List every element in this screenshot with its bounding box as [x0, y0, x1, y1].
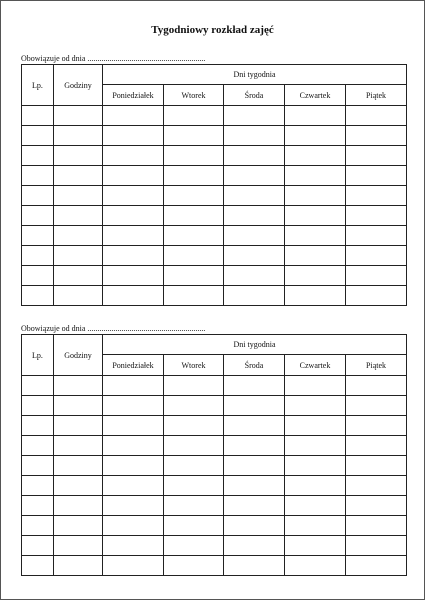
schedule-cell[interactable] — [346, 376, 407, 396]
schedule-cell[interactable] — [164, 126, 224, 146]
schedule-cell[interactable] — [164, 556, 224, 576]
schedule-cell[interactable] — [54, 376, 103, 396]
schedule-cell[interactable] — [54, 246, 103, 266]
table-row — [22, 286, 407, 306]
schedule-cell[interactable] — [285, 496, 346, 516]
day-header: Wtorek — [164, 355, 224, 376]
table-row — [22, 496, 407, 516]
table-row — [22, 556, 407, 576]
schedule-cell[interactable] — [164, 186, 224, 206]
header-row — [22, 65, 407, 85]
schedule-cell[interactable] — [224, 126, 285, 146]
schedule-cell[interactable] — [346, 516, 407, 536]
schedule-cell[interactable] — [224, 106, 285, 126]
schedule-cell[interactable] — [224, 146, 285, 166]
schedule-cell[interactable] — [224, 516, 285, 536]
schedule-cell[interactable] — [54, 476, 103, 496]
schedule-cell[interactable] — [54, 416, 103, 436]
table-row — [22, 456, 407, 476]
schedule-cell[interactable] — [164, 516, 224, 536]
schedule-cell[interactable] — [285, 456, 346, 476]
schedule-cell[interactable] — [346, 106, 407, 126]
schedule-cell[interactable] — [22, 226, 54, 246]
table-row — [22, 416, 407, 436]
schedule-cell[interactable] — [164, 396, 224, 416]
schedule-cell[interactable] — [164, 146, 224, 166]
schedule-cell[interactable] — [164, 416, 224, 436]
schedule-cell[interactable] — [346, 556, 407, 576]
day-header: Piątek — [346, 85, 407, 106]
schedule-cell[interactable] — [224, 496, 285, 516]
schedule-cell[interactable] — [285, 226, 346, 246]
schedule-cell[interactable] — [22, 416, 54, 436]
schedule-cell[interactable] — [285, 396, 346, 416]
schedule-cell[interactable] — [54, 146, 103, 166]
schedule-cell[interactable] — [224, 456, 285, 476]
schedule-cell[interactable] — [103, 556, 164, 576]
schedule-cell[interactable] — [164, 436, 224, 456]
table-row — [22, 476, 407, 496]
schedule-cell[interactable] — [54, 286, 103, 306]
effective-from-label: Obowiązuje od dnia ........................................................... — [21, 54, 206, 63]
schedule-cell[interactable] — [164, 166, 224, 186]
table-row — [22, 106, 407, 126]
schedule-cell[interactable] — [285, 436, 346, 456]
schedule-cell[interactable] — [103, 226, 164, 246]
table-row — [22, 536, 407, 556]
table-row — [22, 516, 407, 536]
schedule-cell[interactable] — [164, 246, 224, 266]
schedule-cell[interactable] — [103, 106, 164, 126]
table-row — [22, 226, 407, 246]
hours-header: Godziny — [54, 335, 103, 376]
schedule-cell[interactable] — [164, 456, 224, 476]
schedule-cell[interactable] — [22, 206, 54, 226]
schedule-table — [21, 64, 407, 306]
days-group-header: Dni tygodnia — [103, 65, 407, 85]
schedule-cell[interactable] — [164, 106, 224, 126]
schedule-cell[interactable] — [285, 126, 346, 146]
schedule-cell[interactable] — [22, 146, 54, 166]
schedule-cell[interactable] — [346, 126, 407, 146]
schedule-cell[interactable] — [285, 266, 346, 286]
schedule-cell[interactable] — [224, 266, 285, 286]
schedule-cell[interactable] — [22, 376, 54, 396]
schedule-cell[interactable] — [346, 186, 407, 206]
day-header: Środa — [224, 85, 285, 106]
schedule-cell[interactable] — [224, 396, 285, 416]
day-header: Piątek — [346, 355, 407, 376]
schedule-cell[interactable] — [164, 286, 224, 306]
hours-header: Godziny — [54, 65, 103, 106]
schedule-cell[interactable] — [103, 246, 164, 266]
table-row — [22, 146, 407, 166]
schedule-cell[interactable] — [285, 186, 346, 206]
effective-from-label: Obowiązuje od dnia ........................................................... — [21, 324, 206, 333]
schedule-cell[interactable] — [346, 246, 407, 266]
schedule-cell[interactable] — [346, 436, 407, 456]
schedule-cell[interactable] — [224, 436, 285, 456]
schedule-cell[interactable] — [22, 186, 54, 206]
schedule-cell[interactable] — [285, 206, 346, 226]
schedule-cell[interactable] — [22, 496, 54, 516]
table-row — [22, 376, 407, 396]
schedule-cell[interactable] — [346, 456, 407, 476]
day-header: Czwartek — [285, 85, 346, 106]
schedule-cell[interactable] — [54, 556, 103, 576]
table-row — [22, 126, 407, 146]
day-header: Wtorek — [164, 85, 224, 106]
table-row — [22, 436, 407, 456]
schedule-cell[interactable] — [224, 186, 285, 206]
schedule-cell[interactable] — [346, 146, 407, 166]
schedule-cell[interactable] — [285, 376, 346, 396]
schedule-cell[interactable] — [22, 286, 54, 306]
schedule-cell[interactable] — [103, 536, 164, 556]
table-row — [22, 396, 407, 416]
schedule-cell[interactable] — [54, 226, 103, 246]
schedule-cell[interactable] — [285, 556, 346, 576]
schedule-cell[interactable] — [103, 126, 164, 146]
schedule-cell[interactable] — [224, 246, 285, 266]
schedule-cell[interactable] — [285, 286, 346, 306]
schedule-cell[interactable] — [164, 266, 224, 286]
schedule-cell[interactable] — [346, 416, 407, 436]
schedule-cell[interactable] — [346, 166, 407, 186]
lp-header: Lp. — [22, 335, 54, 376]
schedule-cell[interactable] — [22, 556, 54, 576]
schedule-cell[interactable] — [285, 146, 346, 166]
schedule-cell[interactable] — [22, 126, 54, 146]
schedule-cell[interactable] — [285, 536, 346, 556]
table-row — [22, 166, 407, 186]
schedule-cell[interactable] — [54, 126, 103, 146]
schedule-cell[interactable] — [54, 456, 103, 476]
day-header: Poniedziałek — [103, 85, 164, 106]
schedule-cell[interactable] — [285, 246, 346, 266]
schedule-cell[interactable] — [103, 186, 164, 206]
day-header: Czwartek — [285, 355, 346, 376]
header-row — [22, 335, 407, 355]
schedule-cell[interactable] — [54, 106, 103, 126]
day-header: Środa — [224, 355, 285, 376]
schedule-cell[interactable] — [224, 166, 285, 186]
schedule-cell[interactable] — [285, 476, 346, 496]
schedule-cell[interactable] — [22, 536, 54, 556]
schedule-cell[interactable] — [103, 436, 164, 456]
schedule-cell[interactable] — [224, 536, 285, 556]
schedule-cell[interactable] — [103, 456, 164, 476]
schedule-cell[interactable] — [54, 496, 103, 516]
day-header: Poniedziałek — [103, 355, 164, 376]
table-row — [22, 206, 407, 226]
schedule-cell[interactable] — [22, 166, 54, 186]
schedule-cell[interactable] — [346, 226, 407, 246]
schedule-cell[interactable] — [224, 286, 285, 306]
schedule-cell[interactable] — [224, 206, 285, 226]
table-row — [22, 266, 407, 286]
schedule-cell[interactable] — [164, 496, 224, 516]
table-row — [22, 246, 407, 266]
lp-header: Lp. — [22, 65, 54, 106]
schedule-cell[interactable] — [54, 186, 103, 206]
schedule-cell[interactable] — [54, 166, 103, 186]
schedule-cell[interactable] — [103, 206, 164, 226]
schedule-cell[interactable] — [346, 266, 407, 286]
schedule-cell[interactable] — [346, 536, 407, 556]
days-group-header: Dni tygodnia — [103, 335, 407, 355]
schedule-cell[interactable] — [164, 476, 224, 496]
schedule-cell[interactable] — [224, 416, 285, 436]
schedule-cell[interactable] — [103, 286, 164, 306]
schedule-cell[interactable] — [346, 476, 407, 496]
schedule-cell[interactable] — [54, 266, 103, 286]
schedule-cell[interactable] — [54, 396, 103, 416]
schedule-cell[interactable] — [285, 106, 346, 126]
schedule-cell[interactable] — [103, 416, 164, 436]
schedule-cell[interactable] — [54, 516, 103, 536]
schedule-cell[interactable] — [103, 396, 164, 416]
schedule-cell[interactable] — [285, 166, 346, 186]
schedule-cell[interactable] — [54, 536, 103, 556]
schedule-cell[interactable] — [22, 266, 54, 286]
schedule-cell[interactable] — [22, 106, 54, 126]
schedule-cell[interactable] — [103, 476, 164, 496]
schedule-cell[interactable] — [285, 416, 346, 436]
schedule-cell[interactable] — [285, 516, 346, 536]
schedule-cell[interactable] — [164, 206, 224, 226]
schedule-cell[interactable] — [224, 556, 285, 576]
schedule-cell[interactable] — [22, 246, 54, 266]
schedule-cell[interactable] — [54, 436, 103, 456]
schedule-cell[interactable] — [103, 496, 164, 516]
schedule-cell[interactable] — [164, 536, 224, 556]
page-title: Tygodniowy rozkład zajęć — [151, 24, 274, 36]
table-row — [22, 186, 407, 206]
schedule-table — [21, 334, 407, 576]
schedule-cell[interactable] — [164, 226, 224, 246]
schedule-cell[interactable] — [346, 286, 407, 306]
schedule-cell[interactable] — [224, 376, 285, 396]
schedule-cell[interactable] — [103, 376, 164, 396]
schedule-cell[interactable] — [54, 206, 103, 226]
schedule-cell[interactable] — [224, 226, 285, 246]
schedule-cell[interactable] — [224, 476, 285, 496]
schedule-cell[interactable] — [346, 396, 407, 416]
schedule-cell[interactable] — [164, 376, 224, 396]
schedule-cell[interactable] — [346, 206, 407, 226]
schedule-cell[interactable] — [103, 516, 164, 536]
schedule-cell[interactable] — [22, 396, 54, 416]
schedule-cell[interactable] — [22, 476, 54, 496]
schedule-cell[interactable] — [103, 266, 164, 286]
schedule-cell[interactable] — [22, 436, 54, 456]
schedule-cell[interactable] — [346, 496, 407, 516]
schedule-cell[interactable] — [22, 456, 54, 476]
schedule-cell[interactable] — [22, 516, 54, 536]
schedule-cell[interactable] — [103, 146, 164, 166]
schedule-cell[interactable] — [103, 166, 164, 186]
